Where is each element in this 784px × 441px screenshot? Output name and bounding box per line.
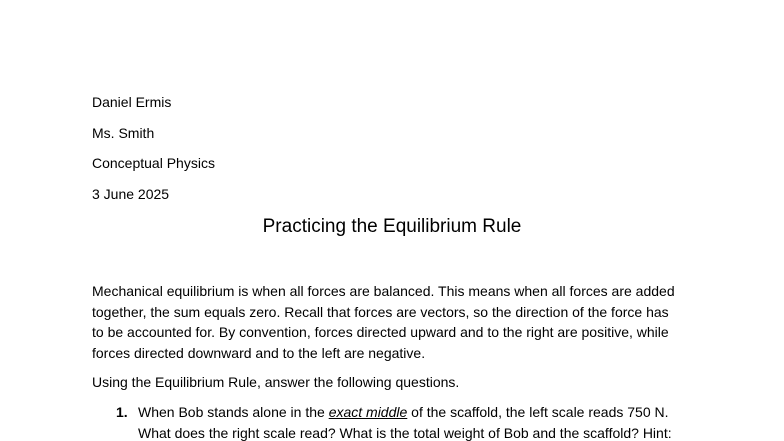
question-number: 1. [116,404,128,420]
document-date: 3 June 2025 [92,186,170,202]
question-line [138,402,718,423]
question-text [138,402,718,441]
author-name: Daniel Ermis [92,94,172,110]
teacher-name: Ms. Smith [92,125,155,141]
instruction-line: Using the Equilibrium Rule, answer the following questions. [92,374,460,390]
intro-paragraph [92,281,702,363]
intro-line: to be accounted for. By convention, forces directed upward and to the right are positive, while [92,324,669,340]
question-text-part: of the scaffold, the left scale reads 750 N. [407,404,669,420]
instruction-text [92,372,702,393]
course-name: Conceptual Physics [92,155,215,171]
intro-line: forces directed downward and to the left are negative. [92,344,426,361]
question-text-part: When Bob stands alone in the [138,404,329,420]
emphasized-text: exact middle [328,404,408,420]
intro-line: together, the sum equals zero. Recall that forces are vectors, so the direction of the force has [92,303,669,320]
intro-line: Mechanical equilibrium is when all forces are balanced. This means when all forces are added [92,283,675,299]
question-line: What does the right scale read? What is the total weight of Bob and the scaffold? Hint: [138,424,672,441]
document-title: Practicing the Equilibrium Rule [262,216,522,237]
